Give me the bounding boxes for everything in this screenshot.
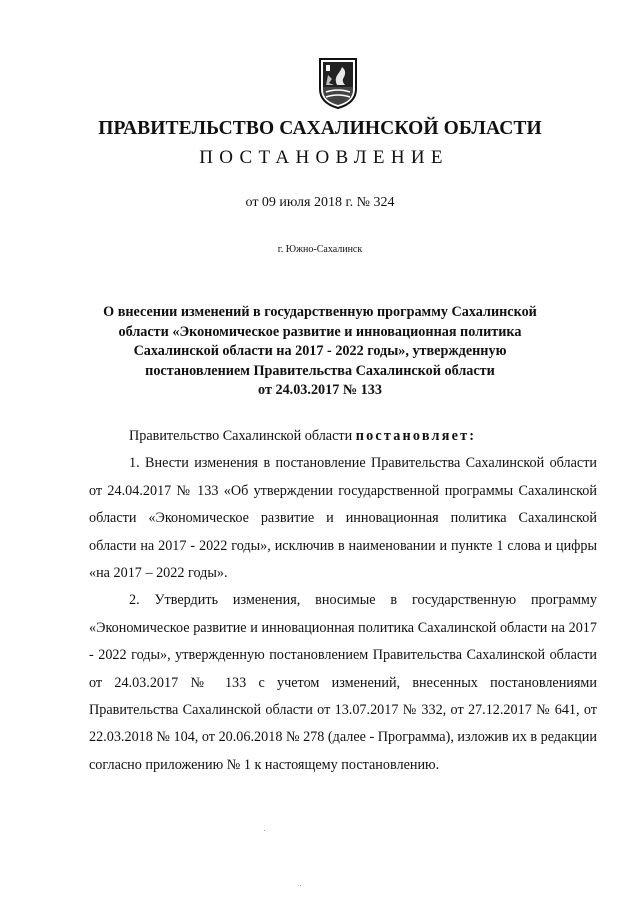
subject-line: постановлением Правительства Сахалинской области (145, 362, 495, 379)
preamble-text: Правительство Сахалинской области (129, 428, 356, 444)
preamble-paragraph (89, 423, 597, 450)
subject-line: области «Экономическое развитие и инновационная политика (118, 323, 522, 340)
document-date-number: от 09 июля 2018 г. № 324 (245, 195, 395, 210)
subject-line: О внесении изменений в государственную программу Сахалинской (103, 304, 537, 320)
document-subject (100, 303, 540, 401)
scan-speck (264, 830, 265, 831)
organization-title: ПРАВИТЕЛЬСТВО САХАЛИНСКОЙ ОБЛАСТИ (98, 118, 542, 139)
document-type: ПОСТАНОВЛЕНИЕ (199, 147, 449, 168)
scan-speck (300, 885, 301, 886)
body-item-2: 2. Утвердить изменения, вносимые в государственную программу «Экономическое развитие и инновационная политика Сахалинской области на 2017 - 2022 годы», утвержденную постановлением Правительства Сахалинской области от 24.03.2017 № 133 с учетом изменений, внесенных постановлениями Правительства Сахалинской области от 13.07.2017 № 332, от 27.12.2017 № 641, от 22.03.2018 № 104, от 20.06.2018 № 278 (далее - Программа), изложив их в редакции согласно приложению № 1 к настоящему постановлению. (89, 592, 597, 773)
document-body (89, 423, 597, 779)
document-place: г. Южно-Сахалинск (277, 244, 363, 255)
preamble-decree-word: постановляет: (355, 428, 477, 444)
body-item-1: 1. Внести изменения в постановление Правительства Сахалинской области от 24.04.2017 № 133 «Об утверждении государственной программы Сахалинской области «Экономическое развитие и инновационная политика Сахалинской области на 2017 - 2022 годы», исключив в наименовании и пункте 1 слова и цифры «на 2017 – 2022 годы». (89, 455, 597, 582)
coat-of-arms-icon (317, 57, 359, 109)
subject-line: Сахалинской области на 2017 - 2022 годы», утвержденную (133, 343, 507, 359)
subject-line: от 24.03.2017 № 133 (258, 382, 382, 398)
